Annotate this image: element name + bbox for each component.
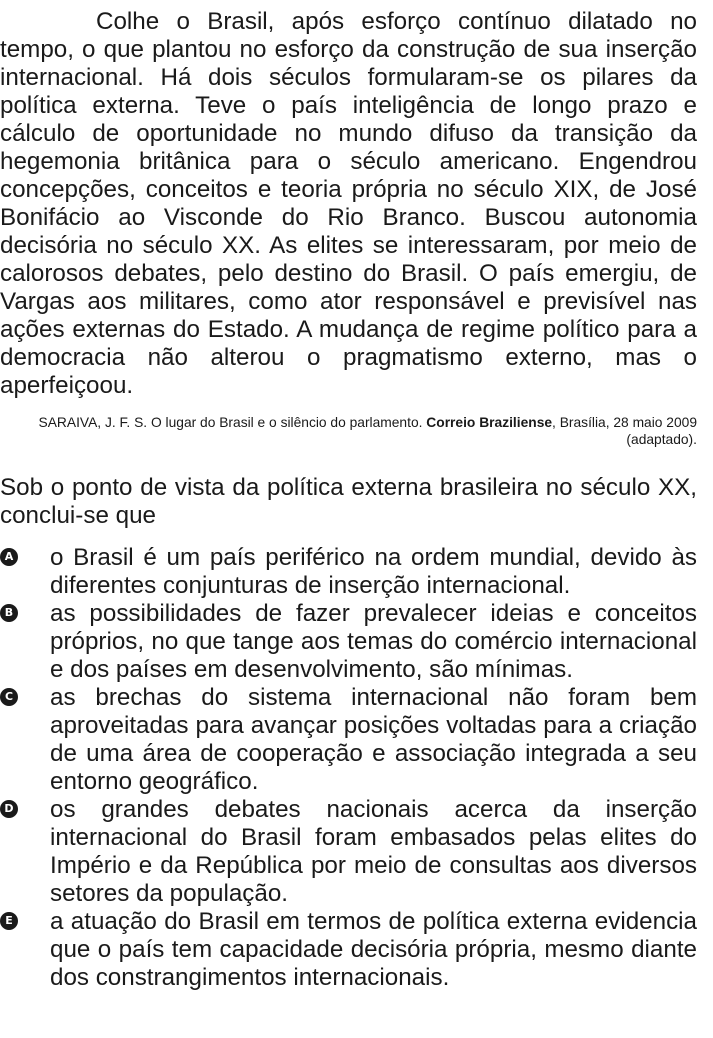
- option-letter-b: B: [0, 604, 18, 622]
- option-e[interactable]: [0, 908, 697, 992]
- option-text-c: as brechas do sistema internacional não foram bem aproveitadas para avançar posições voltadas para a criação de uma área de cooperação e associação integrada a seu entorno geográfico.: [50, 684, 697, 795]
- option-text-b: as possibilidades de fazer prevalecer ideias e conceitos próprios, no que tange aos temas do comércio internacional e dos países em desenvolvimento, são mínimas.: [50, 600, 697, 683]
- citation-prefix: SARAIVA, J. F. S. O lugar do Brasil e o silêncio do parlamento.: [38, 415, 427, 430]
- citation-source: Correio Braziliense: [426, 415, 553, 430]
- options-list: [0, 544, 697, 992]
- option-d[interactable]: [0, 796, 697, 908]
- option-letter-d: D: [0, 800, 18, 818]
- option-text-a: o Brasil é um país periférico na ordem mundial, devido às diferentes conjunturas de inserção internacional.: [50, 544, 697, 599]
- option-text-d: os grandes debates nacionais acerca da inserção internacional do Brasil foram embasados pelas elites do Império e da República por meio de consultas aos diversos setores da população.: [50, 796, 697, 907]
- citation-suffix: , Brasília, 28 maio 2009 (adaptado).: [552, 415, 697, 447]
- option-text-e: a atuação do Brasil em termos de política externa evidencia que o país tem capacidade decisória própria, mesmo diante dos constrangimentos internacionais.: [50, 908, 697, 991]
- option-b[interactable]: [0, 600, 697, 684]
- option-letter-a: A: [0, 548, 18, 566]
- option-letter-e: E: [0, 912, 18, 930]
- option-letter-c: C: [0, 688, 18, 706]
- option-c[interactable]: [0, 684, 697, 796]
- option-a[interactable]: [0, 544, 697, 600]
- passage-text: Colhe o Brasil, após esforço contínuo dilatado no tempo, o que plantou no esforço da construção de sua inserção internacional. Há dois séculos formularam-se os pilares da política externa. Teve o país inteligência de longo prazo e cálculo de oportunidade no mundo difuso da transição da hegemonia britânica para o século americano. Engendrou concepções, conceitos e teoria própria no século XIX, de José Bonifácio ao Visconde do Rio Branco. Buscou autonomia decisória no século XX. As elites se interessaram, por meio de calorosos debates, pelo destino do Brasil. O país emergiu, de Vargas aos militares, como ator responsável e previsível nas ações externas do Estado. A mudança de regime político para a democracia não alterou o pragmatismo externo, mas o aperfeiçoou.: [0, 8, 697, 399]
- question-prompt: Sob o ponto de vista da política externa brasileira no século XX, conclui-se que: [0, 474, 697, 529]
- citation: [0, 414, 697, 448]
